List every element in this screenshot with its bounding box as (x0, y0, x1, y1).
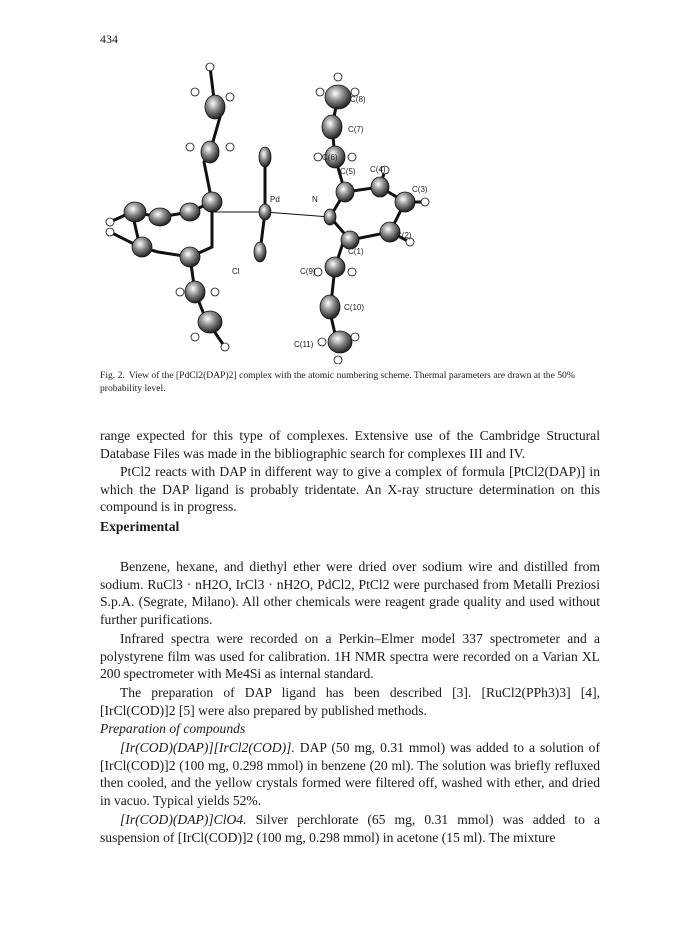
label-c10: C(10) (344, 303, 365, 312)
page-number: 434 (100, 32, 118, 46)
section-heading-experimental: Experimental (100, 519, 180, 534)
label-c4: C(4) (370, 165, 386, 174)
label-c3: C(3) (412, 185, 428, 194)
figure-caption (100, 369, 600, 395)
ortep-diagram (90, 52, 580, 364)
label-c1: C(1) (348, 247, 364, 256)
preparation-2-title: [Ir(COD)(DAP)]ClO4. (120, 812, 247, 827)
label-c6: C(6) (322, 153, 338, 162)
subsection-heading-preparation: Preparation of compounds (100, 721, 246, 736)
label-pd: Pd (270, 195, 280, 204)
experimental-paragraph-3-text: The preparation of DAP ligand has been described [3]. [RuCl2(PPh3)3] [4], [IrCl(COD)]2 [5] were also prepared by published methods. (100, 685, 600, 718)
intro-paragraph: range expected for this type of complexes. Extensive use of the Cambridge Structural Database Files was made in the bibliographic search for complexes III and IV. (100, 428, 600, 461)
molecular-structure-figure (90, 52, 580, 364)
label-c7: C(7) (348, 125, 364, 134)
figure-caption-text: View of the [PdCl2(DAP)2] complex with the atomic numbering scheme. Thermal parameters are drawn at the 50% probability level. (100, 370, 575, 394)
label-n: N (312, 195, 318, 204)
ptcl2-paragraph (100, 463, 600, 516)
label-c8: C(8) (350, 95, 366, 104)
label-c11: C(11) (294, 340, 314, 349)
experimental-paragraph-3 (100, 684, 600, 719)
label-c9: C(9) (300, 267, 316, 276)
experimental-paragraph-1-text: Benzene, hexane, and diethyl ether were dried over sodium wire and distilled from sodium. RuCl3 · nH2O, IrCl3 · nH2O, PdCl2, PtCl2 were purchased from Metalli Preziosi S.p.A. (Segrate, Milano). All other chemicals were reagent grade quality and used without further purifications. (100, 559, 600, 627)
atom-ellipsoids (124, 85, 415, 353)
experimental-paragraph-2 (100, 630, 600, 683)
label-c5: C(5) (340, 167, 356, 176)
label-c2: C(2) (396, 231, 412, 240)
experimental-paragraph-2-text: Infrared spectra were recorded on a Perkin–Elmer model 337 spectrometer and a polystyrene film was used for calibration. 1H NMR spectra were recorded on a Varian XL 200 spectrometer with Me4Si as internal standard. (100, 631, 600, 682)
experimental-paragraph-1 (100, 558, 600, 628)
label-cl: Cl (232, 267, 240, 276)
figure-caption-label: Fig. 2. (100, 370, 125, 381)
preparation-1-text: DAP (50 mg, 0.31 mmol) was added to a solution of [IrCl(COD)]2 (100 mg, 0.298 mmol) in benzene (20 ml). The solution was briefly refluxed then cooled, and the yellow crystals formed were filtered off, washed with ether, and dried in vacuo. Typical yields 52%. (100, 740, 601, 808)
preparation-paragraph-1 (100, 739, 600, 809)
preparation-1-title: [Ir(COD)(DAP)][IrCl2(COD)]. (120, 740, 295, 755)
preparation-paragraph-2 (100, 811, 600, 846)
preparation-2-text: Silver perchlorate (65 mg, 0.31 mmol) was added to a suspension of [IrCl(COD)]2 (100 mg, 0.298 mmol) in acetone (15 ml). The mixture (100, 812, 600, 845)
ptcl2-paragraph-text: PtCl2 reacts with DAP in different way to give a complex of formula [PtCl2(DAP)] in which the DAP ligand is probably tridentate. An X-ray structure determination on this compound is in progress. (100, 464, 600, 515)
